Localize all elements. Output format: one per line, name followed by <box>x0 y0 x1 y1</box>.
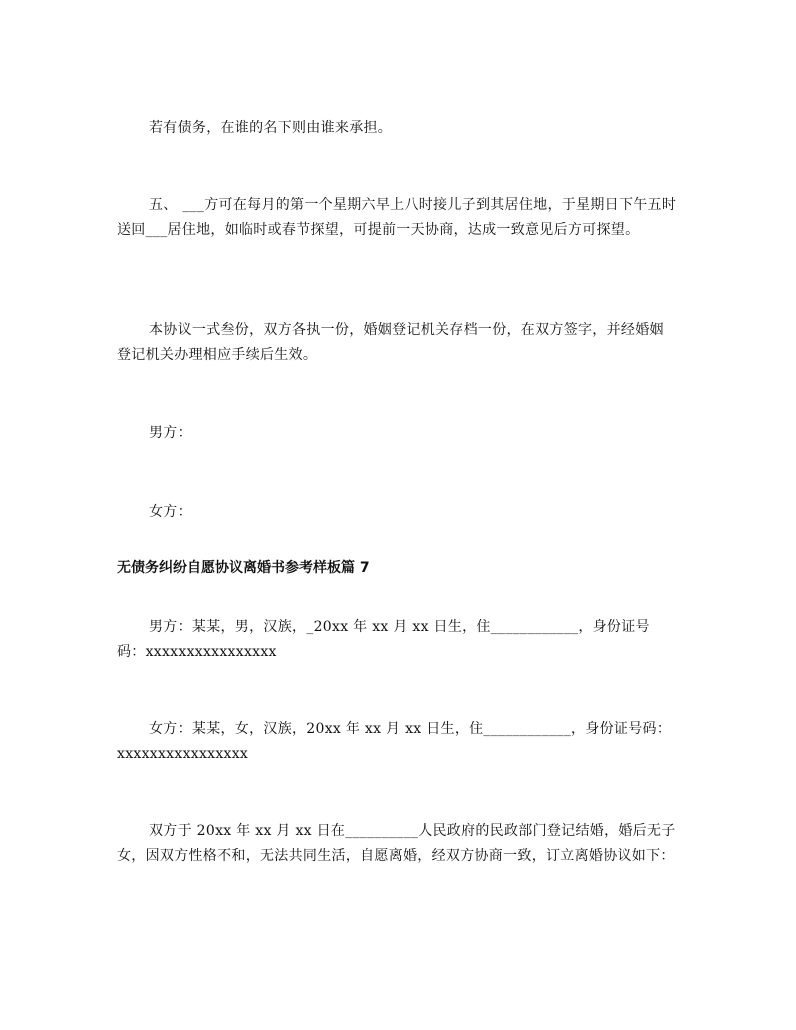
signature-male: 男方： <box>149 425 192 441</box>
paragraph-visitation: 五、 ___方可在每月的第一个星期六早上八时接儿子到其居住地，于星期日下午五时送回___居住地，如临时或春节探望，可提前一天协商，达成一致意见后方可探望。 <box>117 197 677 238</box>
paragraph-copies: 本协议一式叁份，双方各执一份，婚姻登记机关存档一份，在双方签字，并经婚姻登记机关办理相应手续后生效。 <box>117 322 664 363</box>
paragraph-male-info: 男方：某某，男，汉族，_20xx 年 xx 月 xx 日生，住____________，身份证号码：xxxxxxxxxxxxxxxx <box>117 619 650 660</box>
paragraph-debt: 若有债务，在谁的名下则由谁来承担。 <box>149 120 393 136</box>
signature-female: 女方： <box>149 504 192 520</box>
paragraph-marriage: 双方于 20xx 年 xx 月 xx 日在__________人民政府的民政部门登记结婚，婚后无子女，因双方性格不和，无法共同生活，自愿离婚，经双方协商一致，订立离婚协议如下： <box>117 823 676 864</box>
paragraph-female-info: 女方：某某，女，汉族，20xx 年 xx 月 xx 日生，住____________，身份证号码：xxxxxxxxxxxxxxxx <box>117 721 672 762</box>
section-heading: 无债务纠纷自愿协议离婚书参考样板篇 7 <box>117 560 370 576</box>
